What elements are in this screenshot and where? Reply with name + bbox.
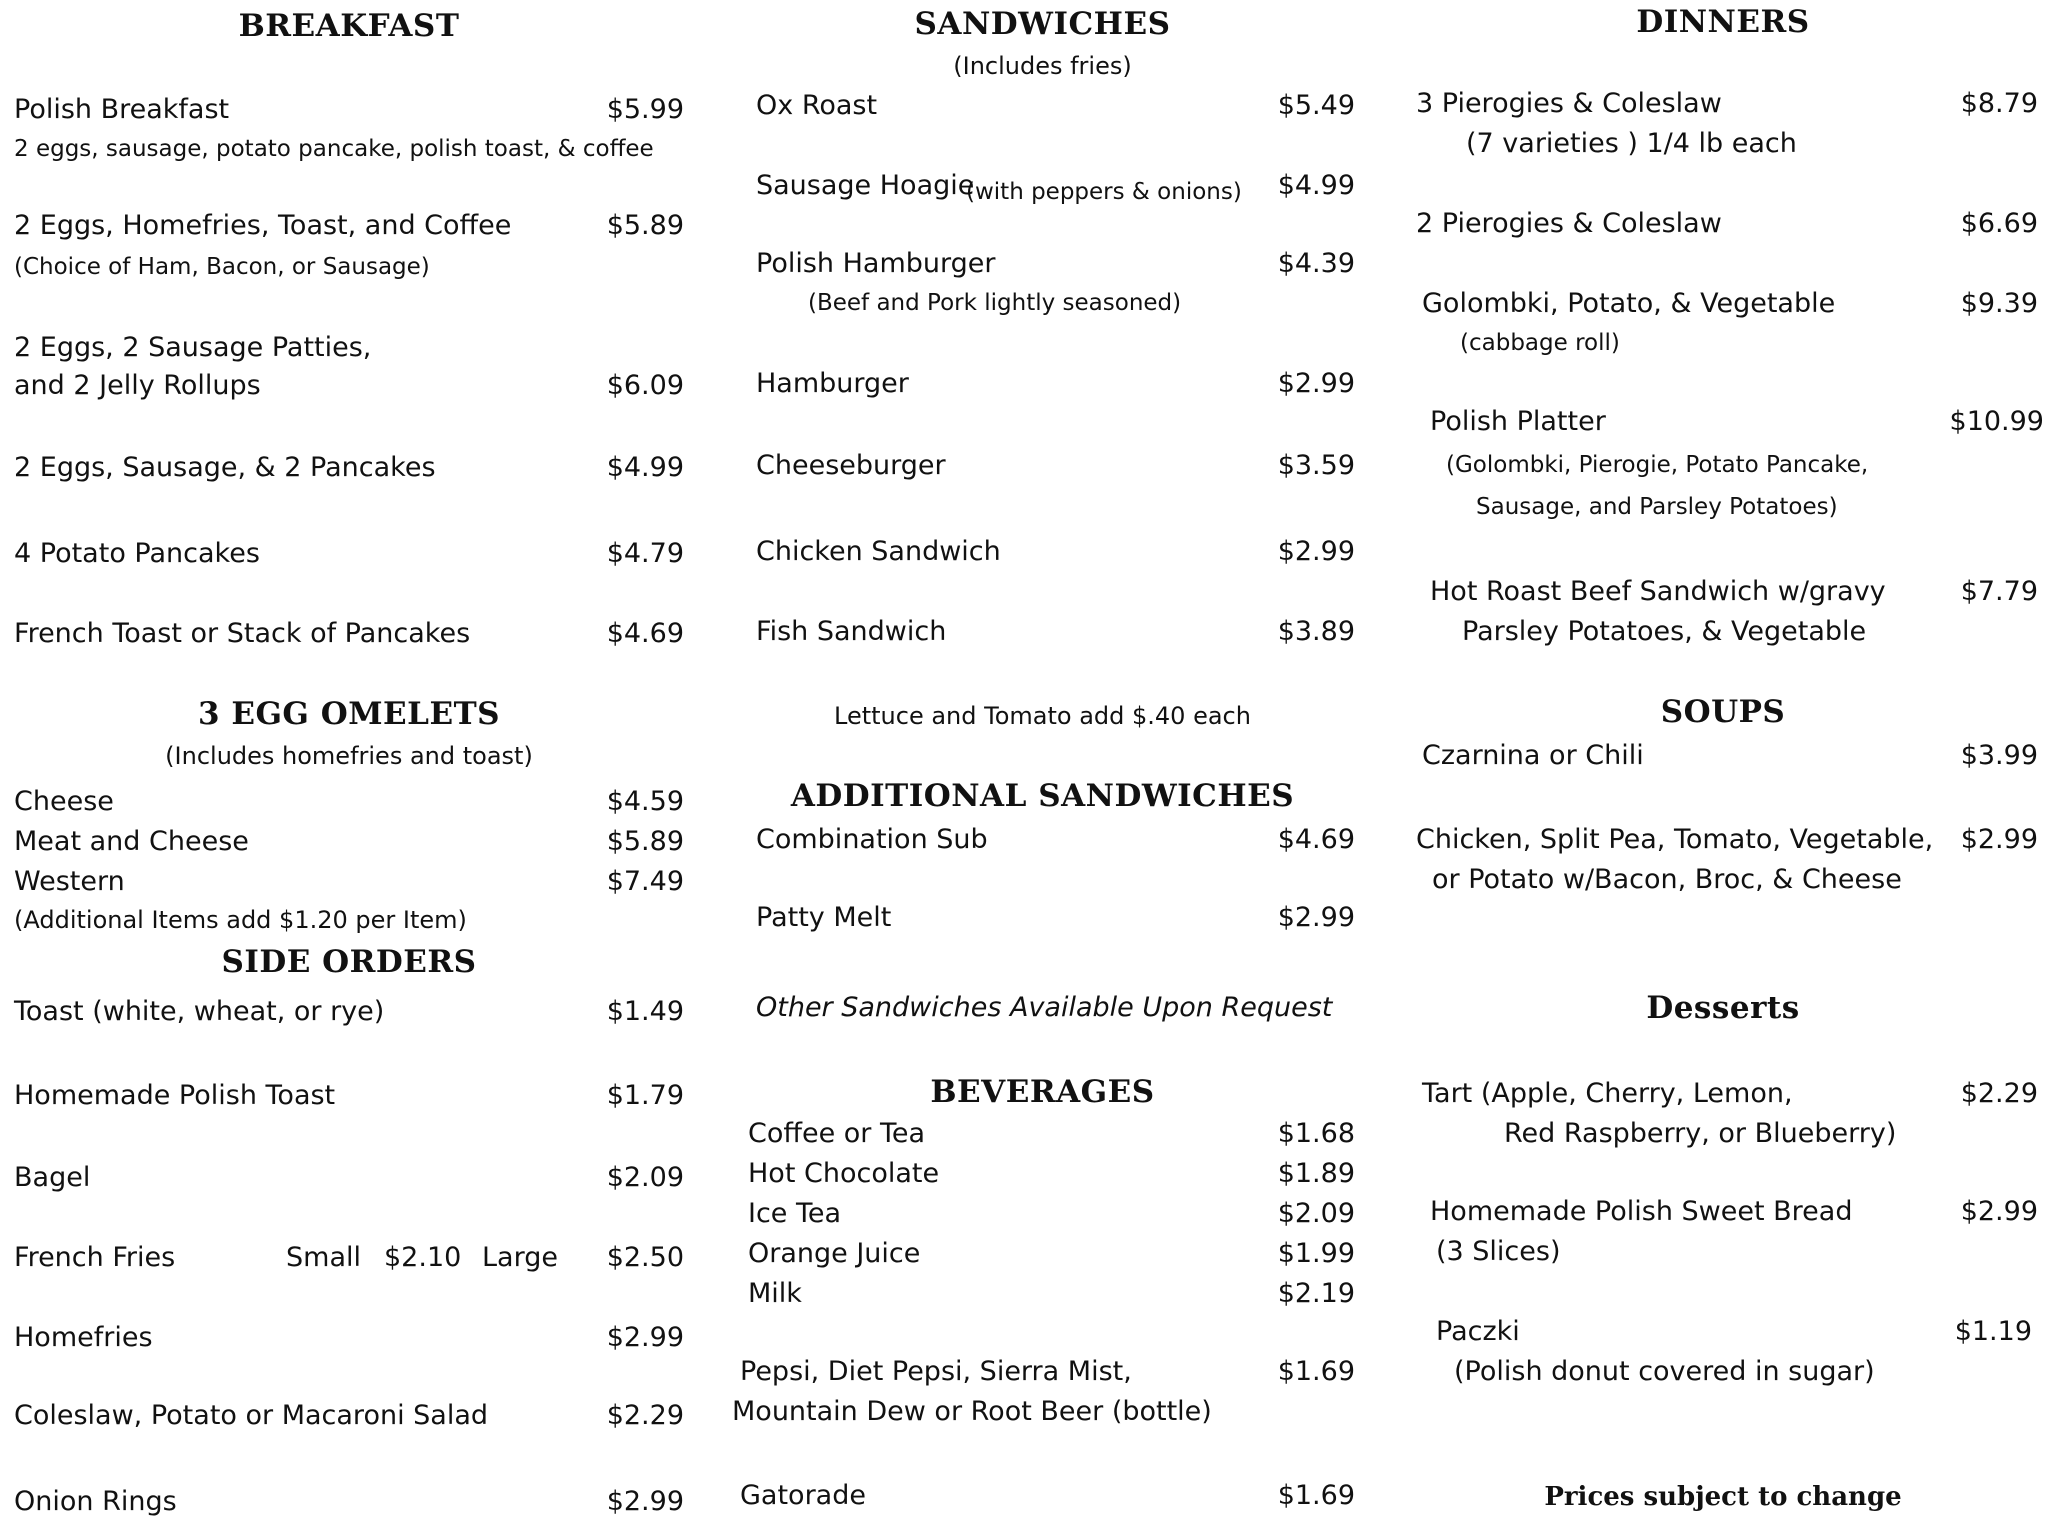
size-small-price: $2.10 [384, 1242, 462, 1273]
item-name: Hot Chocolate [748, 1158, 940, 1189]
item-name: Ox Roast [756, 90, 878, 121]
item-name: Orange Juice [748, 1238, 921, 1269]
item-name: Coleslaw, Potato or Macaroni Salad [14, 1400, 489, 1431]
item-price: $1.69 [1277, 1356, 1355, 1387]
item-price: $2.50 [606, 1242, 684, 1273]
item-name-line2: Mountain Dew or Root Beer (bottle) [732, 1396, 1212, 1427]
item-name: Homemade Polish Sweet Bread [1430, 1196, 1853, 1227]
item-name: French Toast or Stack of Pancakes [14, 618, 471, 649]
item-price: $2.29 [1960, 1078, 2038, 1109]
item-price: $2.99 [1960, 1196, 2038, 1227]
item-name-line2: Red Raspberry, or Blueberry) [1504, 1118, 1897, 1149]
item-description: (Beef and Pork lightly seasoned) [808, 290, 1182, 316]
item-price: $4.69 [606, 618, 684, 649]
item-name: Gatorade [740, 1480, 866, 1511]
item-name-line2: (Polish donut covered in sugar) [1454, 1356, 1875, 1387]
item-name: Cheeseburger [756, 450, 946, 481]
item-description-line2: Sausage, and Parsley Potatoes) [1476, 494, 1838, 520]
item-name: Toast (white, wheat, or rye) [14, 996, 385, 1027]
item-name: 2 Eggs, Homefries, Toast, and Coffee [14, 210, 512, 241]
item-price: $1.49 [606, 996, 684, 1027]
omelets-note: (Additional Items add $1.20 per Item) [14, 906, 467, 934]
item-name: Pepsi, Diet Pepsi, Sierra Mist, [740, 1356, 1132, 1387]
item-name: Ice Tea [748, 1198, 842, 1229]
item-name: Tart (Apple, Cherry, Lemon, [1422, 1078, 1793, 1109]
item-price: $2.99 [1277, 536, 1355, 567]
size-large-label: Large [482, 1242, 558, 1273]
item-price: $7.49 [606, 866, 684, 897]
item-description: (7 varieties ) 1/4 lb each [1466, 128, 1797, 159]
item-price: $4.39 [1277, 248, 1355, 279]
item-price: $1.79 [606, 1080, 684, 1111]
item-price: $5.99 [606, 94, 684, 125]
item-name: Cheese [14, 786, 114, 817]
item-name-line2: or Potato w/Bacon, Broc, & Cheese [1432, 864, 1902, 895]
item-price: $5.89 [606, 826, 684, 857]
item-price: $4.69 [1277, 824, 1355, 855]
item-price: $1.89 [1277, 1158, 1355, 1189]
item-price: $9.39 [1960, 288, 2038, 319]
item-name: Chicken Sandwich [756, 536, 1001, 567]
item-name-line2: and 2 Jelly Rollups [14, 370, 261, 401]
column-left [14, 0, 684, 1540]
item-name: Paczki [1436, 1316, 1520, 1347]
item-price: $3.59 [1277, 450, 1355, 481]
desserts-heading: Desserts [1646, 990, 1800, 1026]
soups-heading: SOUPS [1660, 694, 1786, 730]
item-price: $4.99 [606, 452, 684, 483]
item-price: $4.59 [606, 786, 684, 817]
item-name: Fish Sandwich [756, 616, 947, 647]
item-name: French Fries [14, 1242, 176, 1273]
item-name: Bagel [14, 1162, 91, 1193]
item-name: Hot Roast Beef Sandwich w/gravy [1430, 576, 1886, 607]
item-name: 2 Pierogies & Coleslaw [1416, 208, 1722, 239]
item-name: 2 Eggs, 2 Sausage Patties, [14, 332, 372, 363]
item-price: $2.99 [606, 1322, 684, 1353]
item-name: Chicken, Split Pea, Tomato, Vegetable, [1416, 824, 1934, 855]
item-price: $2.99 [606, 1486, 684, 1517]
item-price: $2.29 [606, 1400, 684, 1431]
item-name: 3 Pierogies & Coleslaw [1416, 88, 1722, 119]
item-name: Patty Melt [756, 902, 892, 933]
sandwiches-note: Lettuce and Tomato add $.40 each [834, 702, 1251, 730]
item-name-line2: (3 Slices) [1436, 1236, 1561, 1267]
item-price: $3.99 [1960, 740, 2038, 771]
sandwiches-heading: SANDWICHES [914, 6, 1171, 42]
sandwiches-subtitle: (Includes fries) [953, 52, 1132, 80]
note-text: Other Sandwiches Available Upon Request [756, 992, 1333, 1023]
item-name: Coffee or Tea [748, 1118, 926, 1149]
item-name: Czarnina or Chili [1422, 740, 1644, 771]
omelets-heading: 3 EGG OMELETS [197, 696, 501, 732]
item-price: $2.09 [1277, 1198, 1355, 1229]
item-name: Polish Breakfast [14, 94, 230, 125]
item-name: Meat and Cheese [14, 826, 249, 857]
item-price: $1.69 [1277, 1480, 1355, 1511]
item-name: Sausage Hoagie [756, 170, 975, 201]
dinners-heading: DINNERS [1636, 4, 1810, 40]
beverages-heading: BEVERAGES [930, 1074, 1155, 1110]
item-name: Western [14, 866, 125, 897]
item-price: $1.99 [1277, 1238, 1355, 1269]
item-name: 2 Eggs, Sausage, & 2 Pancakes [14, 452, 436, 483]
item-name: Homemade Polish Toast [14, 1080, 336, 1111]
item-price: $3.89 [1277, 616, 1355, 647]
item-price: $10.99 [1949, 406, 2044, 437]
omelets-subtitle: (Includes homefries and toast) [165, 742, 533, 770]
item-description: 2 eggs, sausage, potato pancake, polish toast, & coffee [14, 136, 654, 162]
column-right [1408, 0, 2044, 1540]
item-description: (cabbage roll) [1460, 330, 1620, 356]
item-description: (Golombki, Pierogie, Potato Pancake, [1446, 452, 1869, 478]
item-price: $1.68 [1277, 1118, 1355, 1149]
additional-sandwiches-heading: ADDITIONAL SANDWICHES [790, 778, 1295, 814]
item-price: $6.09 [606, 370, 684, 401]
item-name: Combination Sub [756, 824, 988, 855]
item-name: Polish Platter [1430, 406, 1606, 437]
item-price: $2.19 [1277, 1278, 1355, 1309]
item-price: $5.89 [606, 210, 684, 241]
item-name: Golombki, Potato, & Vegetable [1422, 288, 1836, 319]
item-name: Onion Rings [14, 1486, 177, 1517]
item-price: $6.69 [1960, 208, 2038, 239]
item-price: $5.49 [1277, 90, 1355, 121]
item-price: $2.99 [1960, 824, 2038, 855]
item-price: $4.99 [1277, 170, 1355, 201]
prices-note: Prices subject to change [1544, 1482, 1902, 1512]
sides-heading: SIDE ORDERS [221, 944, 477, 980]
item-price: $2.99 [1277, 902, 1355, 933]
item-name: 4 Potato Pancakes [14, 538, 260, 569]
column-middle [730, 0, 1355, 1540]
item-price: $2.09 [606, 1162, 684, 1193]
item-price: $8.79 [1960, 88, 2038, 119]
item-name: Polish Hamburger [756, 248, 996, 279]
item-price: $4.79 [606, 538, 684, 569]
item-name-note: (with peppers & onions) [966, 179, 1242, 205]
item-description: (Choice of Ham, Bacon, or Sausage) [14, 254, 430, 280]
item-description: Parsley Potatoes, & Vegetable [1462, 616, 1867, 647]
item-name: Milk [748, 1278, 802, 1309]
item-price: $7.79 [1960, 576, 2038, 607]
size-small-label: Small [286, 1242, 361, 1273]
item-name: Homefries [14, 1322, 153, 1353]
breakfast-heading: BREAKFAST [238, 8, 460, 44]
item-price: $1.19 [1954, 1316, 2032, 1347]
item-name: Hamburger [756, 368, 909, 399]
item-price: $2.99 [1277, 368, 1355, 399]
